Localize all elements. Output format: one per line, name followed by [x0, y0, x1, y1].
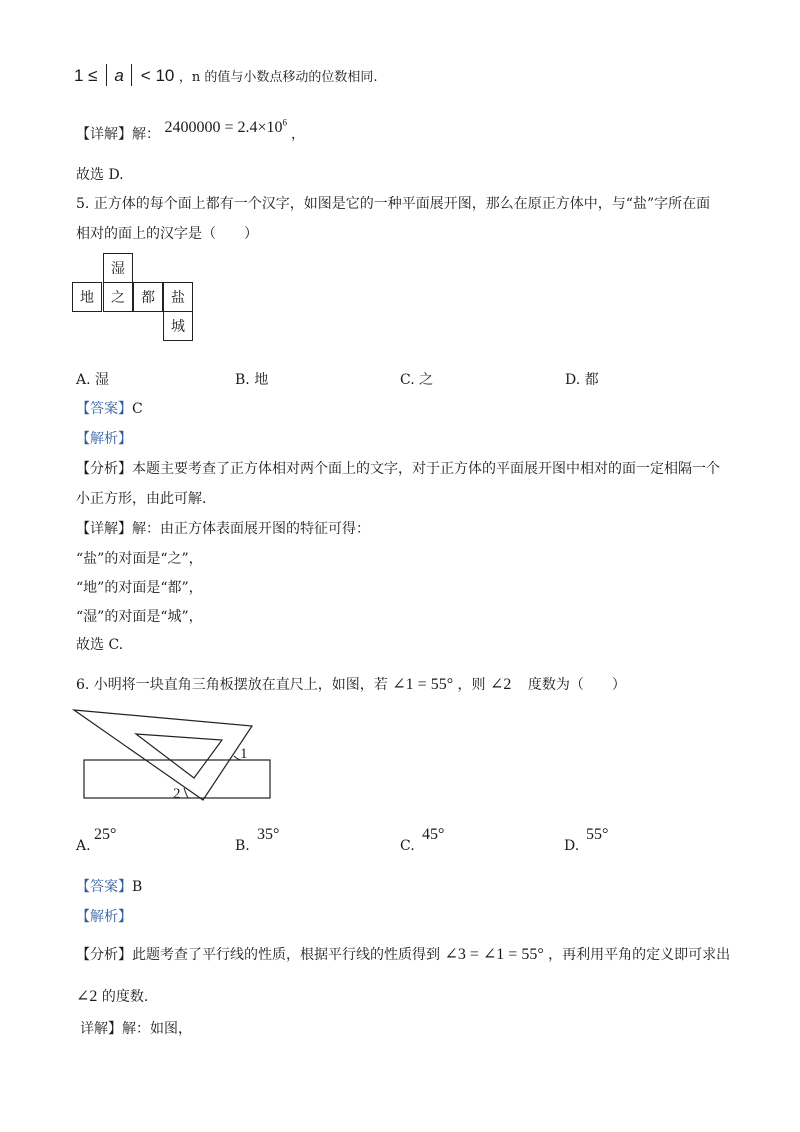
q5-answer [76, 398, 143, 418]
q6-analysis-line2-post: 的度数. [101, 989, 149, 1005]
q5-analysis-line2: 小正方形，由此可解. [76, 491, 207, 507]
q6-option-a-label: A. [76, 838, 91, 854]
q6-stem-mid: ，则 [457, 677, 486, 693]
q6-figure [70, 704, 290, 808]
q4-detail [76, 118, 305, 143]
net-cell-row4: 盐 [163, 282, 193, 312]
q6-stem-angle2: ∠2 [490, 676, 512, 693]
q5-detail-line1: 【详解】解：由正方体表面展开图的特征可得： [76, 521, 370, 537]
q5-analysis-label: 【解析】 [76, 431, 132, 447]
q5-option-c: C. 之 [400, 372, 434, 388]
q6-analysis-pre: 【分析】此题考查了平行线的性质，根据平行线的性质得到 [76, 947, 440, 963]
net-cell-row3: 都 [133, 282, 163, 312]
q5-detail-line2: “盐”的对面是“之”， [76, 551, 203, 567]
angle2-label: 2 [173, 786, 181, 802]
q5-option-b: B. 地 [235, 372, 269, 388]
q4-formula-tail: ， [291, 126, 305, 143]
detail-label: 【详解】解： [76, 126, 160, 143]
q6-answer-label: 【答案】 [76, 879, 132, 895]
q6-stem-pre: 6. 小明将一块直角三角板摆放在直尺上，如图，若 [76, 677, 388, 693]
q4-formula [164, 119, 291, 136]
q6-option-a-value: 25° [94, 826, 117, 843]
q5-option-a: A. 湿 [76, 372, 110, 388]
q5-conclusion: 故选 C. [76, 637, 124, 653]
q6-stem-angle1: ∠1 = 55° [392, 676, 454, 693]
ineq-var: a [114, 66, 124, 85]
q5-answer-value: C [132, 401, 143, 417]
abs-bar-right [131, 64, 132, 86]
abs-bar-left [106, 64, 107, 86]
ineq-right: < 10 [140, 66, 175, 85]
q5-stem-line1: 5. 正方体的每个面上都有一个汉字，如图是它的一种平面展开图，那么在原正方体中，与“盐”字所在面 [76, 196, 711, 212]
q6-option-b-label: B. [235, 838, 250, 854]
q6-stem-post: 度数为（ ） [527, 677, 626, 693]
q6-stem [76, 674, 626, 694]
q4-conclusion: 故选 D. [76, 167, 124, 183]
q6-option-d-value: 55° [586, 826, 609, 843]
q4-formula-base: 2400000 = 2.4×10 [164, 119, 283, 137]
q5-detail-line4: “湿”的对面是“城”， [76, 609, 203, 625]
net-cell-bottom: 城 [163, 311, 193, 341]
angle1-label: 1 [240, 746, 248, 762]
q5-option-d: D. 都 [565, 372, 599, 388]
ineq-tail: ，n 的值与小数点移动的位数相同. [178, 70, 378, 85]
q6-detail-line1: 详解】解：如图， [80, 1021, 192, 1037]
net-cell-top: 湿 [103, 253, 133, 283]
q6-analysis-line2-math: ∠2 [76, 988, 98, 1005]
q6-analysis-label: 【解析】 [76, 909, 132, 925]
q6-analysis-post: ，再利用平角的定义即可求出 [548, 947, 731, 963]
q5-analysis-line1: 【分析】本题主要考查了正方体相对两个面上的文字，对于正方体的平面展开图中相对的面一定相隔一个 [76, 461, 720, 477]
q5-stem-line2: 相对的面上的汉字是（ ） [76, 226, 258, 242]
q6-analysis-line2 [76, 986, 148, 1006]
q6-answer [76, 876, 142, 896]
q6-analysis-math: ∠3 = ∠1 = 55° [444, 946, 544, 963]
q5-detail-line3: “地”的对面是“都”， [76, 580, 203, 596]
cube-net [72, 253, 194, 343]
inequality-line [74, 64, 377, 86]
net-cell-row2: 之 [103, 282, 133, 312]
q6-option-d-label: D. [564, 838, 580, 854]
net-cell-row1: 地 [72, 282, 102, 312]
ineq-left: 1 ≤ [74, 66, 98, 85]
q4-formula-exp: 6 [282, 118, 287, 128]
set-square-inner [136, 734, 222, 778]
q6-analysis-line1 [76, 944, 730, 964]
q6-answer-value: B [132, 879, 143, 895]
q6-option-b-value: 35° [257, 826, 280, 843]
q6-option-c-label: C. [400, 838, 415, 854]
q5-answer-label: 【答案】 [76, 401, 132, 417]
q6-option-c-value: 45° [422, 826, 445, 843]
